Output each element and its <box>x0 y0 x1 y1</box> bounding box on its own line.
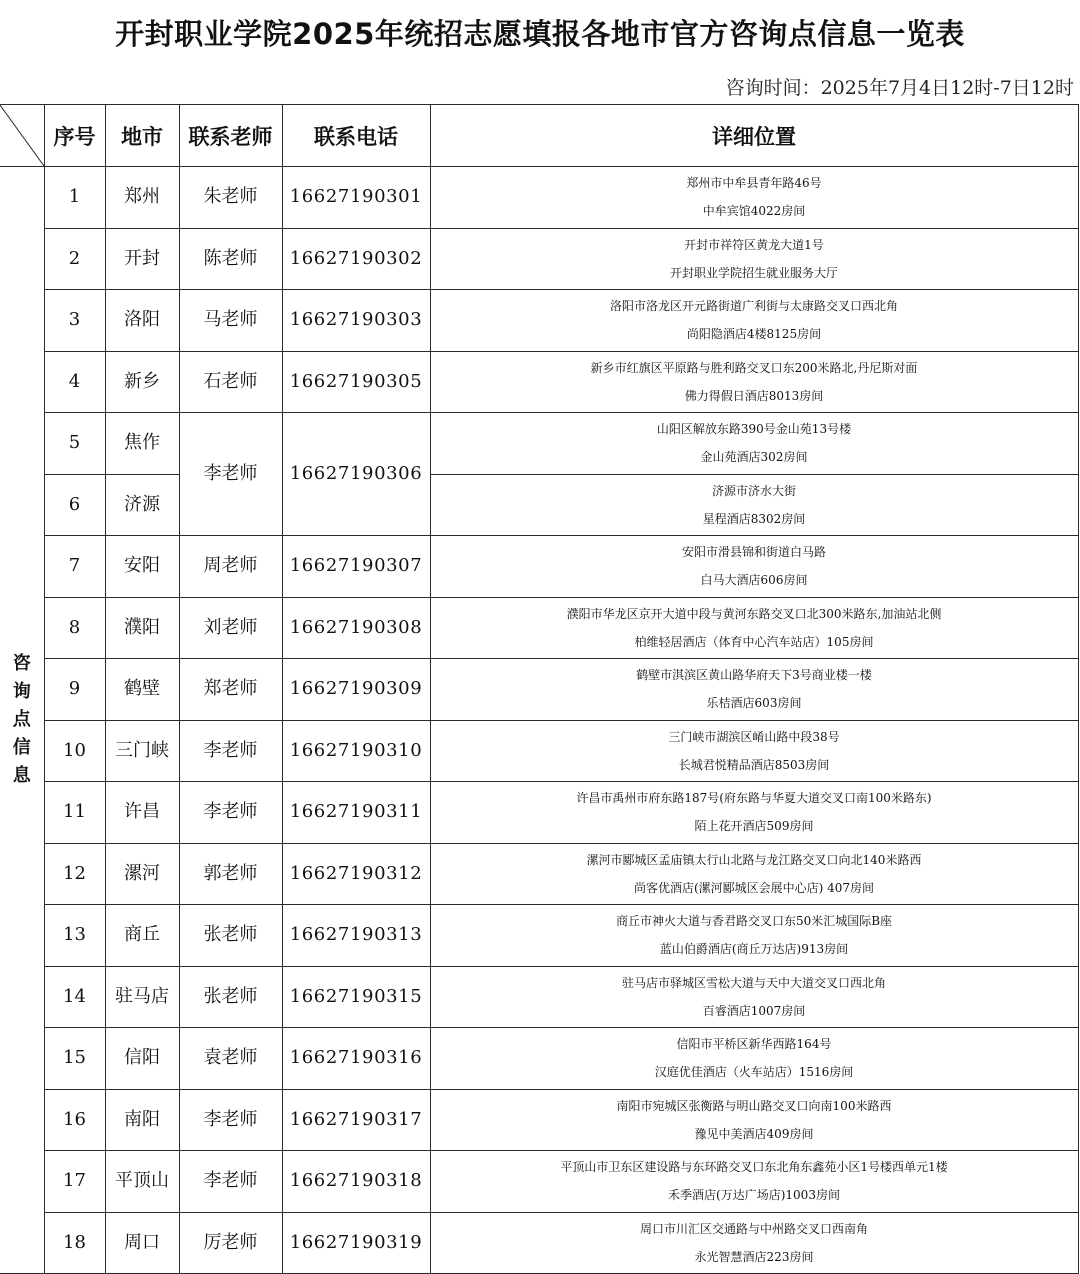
row-teacher: 李老师 <box>179 413 282 536</box>
address-line1: 开封市祥符区黄龙大道1号 <box>684 237 824 252</box>
row-teacher: 袁老师 <box>179 1028 282 1090</box>
address-line1: 漯河市郾城区孟庙镇太行山北路与龙江路交叉口向北140米路西 <box>586 852 922 867</box>
table-row <box>0 843 1078 905</box>
row-phone: 16627190313 <box>282 905 430 967</box>
address-line2: 尚客优酒店(漯河郾城区会展中心店) 407房间 <box>633 880 875 895</box>
address-line2: 乐桔酒店603房间 <box>706 696 802 711</box>
row-address <box>430 966 1078 1028</box>
row-address <box>430 1089 1078 1151</box>
table-row <box>0 167 1078 229</box>
table-row <box>0 413 1078 475</box>
row-teacher: 石老师 <box>179 351 282 413</box>
row-teacher: 李老师 <box>179 1089 282 1151</box>
address-line2: 佛力得假日酒店8013房间 <box>684 388 824 403</box>
row-phone: 16627190309 <box>282 659 430 721</box>
address-line1: 安阳市滑县锦和街道白马路 <box>681 545 826 560</box>
table-row <box>0 474 1078 536</box>
row-phone: 16627190311 <box>282 782 430 844</box>
row-phone: 16627190310 <box>282 720 430 782</box>
address-line1: 平顶山市卫东区建设路与东环路交叉口东北角东鑫苑小区1号楼西单元1楼 <box>560 1160 948 1175</box>
row-city: 安阳 <box>105 536 179 598</box>
table-row <box>0 536 1078 598</box>
row-phone: 16627190316 <box>282 1028 430 1090</box>
row-no: 8 <box>44 597 105 659</box>
row-city: 焦作 <box>105 413 179 475</box>
row-city: 周口 <box>105 1212 179 1274</box>
row-phone: 16627190301 <box>282 167 430 229</box>
row-no: 7 <box>44 536 105 598</box>
address-line1: 周口市川汇区交通路与中州路交叉口西南角 <box>639 1221 868 1236</box>
row-address <box>430 290 1078 352</box>
row-teacher: 厉老师 <box>179 1212 282 1274</box>
row-phone: 16627190303 <box>282 290 430 352</box>
header-no: 序号 <box>44 105 105 167</box>
header-addr: 详细位置 <box>430 105 1078 167</box>
row-city: 信阳 <box>105 1028 179 1090</box>
row-phone: 16627190315 <box>282 966 430 1028</box>
row-address <box>430 167 1078 229</box>
row-address <box>430 1028 1078 1090</box>
row-teacher: 郑老师 <box>179 659 282 721</box>
address-line1: 三门峡市湖滨区崤山路中段38号 <box>668 729 840 744</box>
row-teacher: 李老师 <box>179 782 282 844</box>
table-row <box>0 351 1078 413</box>
row-teacher: 郭老师 <box>179 843 282 905</box>
address-line1: 新乡市红旗区平原路与胜利路交叉口东200米路北,丹尼斯对面 <box>590 360 918 375</box>
table-row <box>0 1212 1078 1274</box>
row-teacher: 李老师 <box>179 720 282 782</box>
address-line2: 豫见中美酒店409房间 <box>694 1126 814 1141</box>
row-address <box>430 1212 1078 1274</box>
table-row <box>0 720 1078 782</box>
address-line1: 驻马店市驿城区雪松大道与天中大道交叉口西北角 <box>621 975 886 990</box>
table-row <box>0 1151 1078 1213</box>
table-row <box>0 966 1078 1028</box>
address-line2: 禾季酒店(万达广场店)1003房间 <box>668 1188 840 1203</box>
row-no: 15 <box>44 1028 105 1090</box>
row-teacher: 李老师 <box>179 1151 282 1213</box>
row-phone: 16627190319 <box>282 1212 430 1274</box>
table-row <box>0 782 1078 844</box>
table-row <box>0 1089 1078 1151</box>
address-line1: 郑州市中牟县青年路46号 <box>686 176 822 191</box>
row-no: 13 <box>44 905 105 967</box>
row-city: 濮阳 <box>105 597 179 659</box>
table-row <box>0 228 1078 290</box>
address-line2: 开封职业学院招生就业服务大厅 <box>669 265 838 280</box>
row-teacher: 张老师 <box>179 966 282 1028</box>
row-address <box>430 597 1078 659</box>
row-phone: 16627190307 <box>282 536 430 598</box>
row-address <box>430 720 1078 782</box>
row-phone: 16627190306 <box>282 413 430 536</box>
row-no: 17 <box>44 1151 105 1213</box>
address-line1: 商丘市神火大道与香君路交叉口东50米汇城国际B座 <box>615 914 893 929</box>
address-line2: 长城君悦精品酒店8503房间 <box>678 757 830 772</box>
header-city: 地市 <box>105 105 179 167</box>
row-phone: 16627190302 <box>282 228 430 290</box>
row-teacher: 张老师 <box>179 905 282 967</box>
address-line1: 信阳市平桥区新华西路164号 <box>676 1037 832 1052</box>
table-header <box>0 105 1078 167</box>
row-city: 许昌 <box>105 782 179 844</box>
diagonal-line-icon <box>0 105 44 166</box>
address-line1: 许昌市禹州市府东路187号(府东路与华夏大道交叉口南100米路东) <box>576 791 932 806</box>
row-address <box>430 659 1078 721</box>
address-line2: 中牟宾馆4022房间 <box>702 204 806 219</box>
row-address <box>430 1151 1078 1213</box>
address-line2: 永光智慧酒店223房间 <box>694 1249 814 1264</box>
row-phone: 16627190318 <box>282 1151 430 1213</box>
row-city: 郑州 <box>105 167 179 229</box>
row-city: 漯河 <box>105 843 179 905</box>
consult-time: 咨询时间：2025年7月4日12时-7日12时 <box>725 76 1074 99</box>
row-no: 2 <box>44 228 105 290</box>
address-line2: 陌上花开酒店509房间 <box>694 819 814 834</box>
address-line2: 柏维轻居酒店（体育中心汽车站店）105房间 <box>634 634 874 649</box>
table-row <box>0 1028 1078 1090</box>
row-city: 驻马店 <box>105 966 179 1028</box>
row-city: 商丘 <box>105 905 179 967</box>
row-no: 5 <box>44 413 105 475</box>
address-line2: 百睿酒店1007房间 <box>702 1003 806 1018</box>
address-line2: 白马大酒店606房间 <box>700 573 808 588</box>
row-teacher: 马老师 <box>179 290 282 352</box>
row-address <box>430 228 1078 290</box>
address-line1: 濮阳市华龙区京开大道中段与黄河东路交叉口北300米路东,加油站北侧 <box>566 606 942 621</box>
header-phone: 联系电话 <box>282 105 430 167</box>
row-no: 3 <box>44 290 105 352</box>
consult-table <box>0 104 1079 1274</box>
address-line2: 尚阳隐酒店4楼8125房间 <box>686 327 822 342</box>
row-no: 11 <box>44 782 105 844</box>
row-phone: 16627190308 <box>282 597 430 659</box>
row-no: 1 <box>44 167 105 229</box>
row-address <box>430 843 1078 905</box>
address-line2: 蓝山伯爵酒店(商丘万达店)913房间 <box>659 942 849 957</box>
row-no: 12 <box>44 843 105 905</box>
address-line1: 山阳区解放东路390号金山苑13号楼 <box>656 422 852 437</box>
row-address <box>430 474 1078 536</box>
header-teacher: 联系老师 <box>179 105 282 167</box>
row-address <box>430 782 1078 844</box>
address-line1: 济源市济水大街 <box>711 483 796 498</box>
row-address <box>430 905 1078 967</box>
row-address <box>430 536 1078 598</box>
row-no: 10 <box>44 720 105 782</box>
row-city: 鹤壁 <box>105 659 179 721</box>
row-no: 4 <box>44 351 105 413</box>
table-row <box>0 290 1078 352</box>
address-line2: 汉庭优佳酒店（火车站店）1516房间 <box>654 1065 854 1080</box>
corner-cell <box>0 105 44 167</box>
row-no: 9 <box>44 659 105 721</box>
row-phone: 16627190305 <box>282 351 430 413</box>
row-phone: 16627190317 <box>282 1089 430 1151</box>
row-phone: 16627190312 <box>282 843 430 905</box>
row-city: 开封 <box>105 228 179 290</box>
row-no: 14 <box>44 966 105 1028</box>
side-label-cell <box>0 167 44 1274</box>
row-city: 新乡 <box>105 351 179 413</box>
row-teacher: 朱老师 <box>179 167 282 229</box>
address-line2: 金山苑酒店302房间 <box>700 450 808 465</box>
row-city: 三门峡 <box>105 720 179 782</box>
row-address <box>430 413 1078 475</box>
row-city: 洛阳 <box>105 290 179 352</box>
table-row <box>0 659 1078 721</box>
address-line2: 星程酒店8302房间 <box>702 511 806 526</box>
row-city: 平顶山 <box>105 1151 179 1213</box>
row-no: 6 <box>44 474 105 536</box>
row-city: 济源 <box>105 474 179 536</box>
row-teacher: 刘老师 <box>179 597 282 659</box>
row-city: 南阳 <box>105 1089 179 1151</box>
page-title: 开封职业学院2025年统招志愿填报各地市官方咨询点信息一览表 <box>115 16 965 51</box>
row-no: 18 <box>44 1212 105 1274</box>
address-line1: 洛阳市洛龙区开元路街道广利街与太康路交叉口西北角 <box>609 299 898 314</box>
row-address <box>430 351 1078 413</box>
row-teacher: 陈老师 <box>179 228 282 290</box>
row-teacher: 周老师 <box>179 536 282 598</box>
row-no: 16 <box>44 1089 105 1151</box>
table-row <box>0 905 1078 967</box>
address-line1: 鹤壁市淇滨区黄山路华府天下3号商业楼一楼 <box>636 668 872 683</box>
table-row <box>0 597 1078 659</box>
side-label: 咨询点信息 <box>12 653 31 786</box>
address-line1: 南阳市宛城区张衡路与明山路交叉口向南100米路西 <box>616 1098 892 1113</box>
